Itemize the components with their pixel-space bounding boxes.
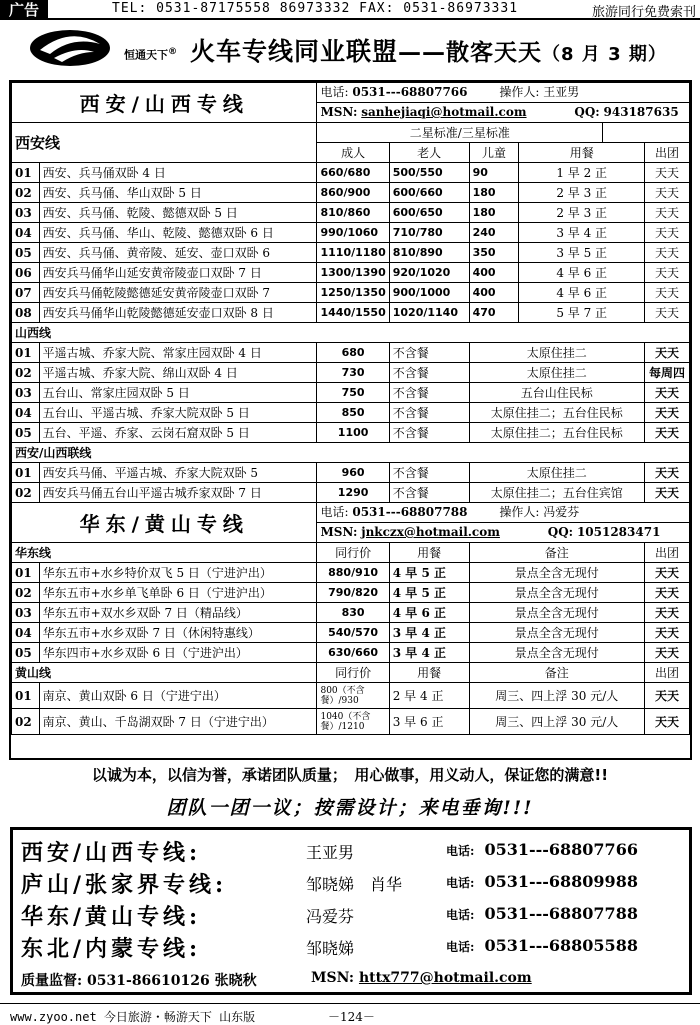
ad-tag: 广告 bbox=[0, 0, 48, 20]
price-table bbox=[11, 82, 690, 735]
huadong-contact-row: 电话: 0531---68807788 操作人: 冯爱芬 bbox=[317, 503, 690, 523]
table-row: 01 南京、黄山双卧 6 日（宁进宁出） 800（不含 餐）/930 2 早 4 正 周三、四上浮 30 元/人 天天 bbox=[12, 683, 690, 709]
contact-row: 西安/山西专线: 王亚男 电话: 0531---68807766 bbox=[21, 840, 638, 866]
huangshan-section-title: 黄山线 bbox=[12, 663, 317, 683]
slogan-inquiry: 团队一团一议；按需设计；来电垂询!!! bbox=[166, 797, 534, 819]
slogan-promise: 以诚为本，以信为誉，承诺团队质量； 用心做事，用义动人，保证您的满意!! bbox=[91, 766, 609, 784]
table-row: 06 西安兵马俑华山延安黄帝陵壶口双卧 7 日 1300/1390 920/1020 400 4 早 6 正 天天 bbox=[12, 263, 690, 283]
huadong-section-title: 华东线 bbox=[12, 543, 317, 563]
contact-msn: MSN: httx777@hotmail.com bbox=[311, 970, 532, 986]
huadong-col-headers: 华东线 同行价 用餐 备注 出团 bbox=[12, 543, 690, 563]
table-row: 01 西安兵马俑、平遥古城、乔家大院双卧 5 960 不含餐 太原住挂二 天天 bbox=[12, 463, 690, 483]
page-header bbox=[8, 22, 692, 76]
contact-row: 庐山/张家界专线: 邹晓娣 肖华 电话: 0531---68809988 bbox=[21, 872, 638, 898]
table-row: 01 华东五市+水乡特价双飞 5 日（宁进沪出） 880/910 4 早 5 正 景点全含无现付 天天 bbox=[12, 563, 690, 583]
brand-logo-icon bbox=[28, 28, 112, 68]
page-title: 火车专线同业联盟——散客天天（8 月 3 期） bbox=[190, 37, 667, 66]
table-row: 08 西安兵马俑华山乾陵懿德延安壶口双卧 8 日 1440/1550 1020/1140 470 5 早 7 正 天天 bbox=[12, 303, 690, 323]
tour-price-frame bbox=[9, 80, 692, 760]
table-row: 02 平遥古城、乔家大院、绵山双卧 4 日 730 不含餐 太原住挂二 每周四 bbox=[12, 363, 690, 383]
xian-col-headers: 成人 老人 儿童 用餐 出团 bbox=[12, 143, 690, 163]
huadong-banner: 华东/黄山专线 bbox=[12, 503, 317, 543]
xian-contact-row: 电话: 0531---68807766 操作人: 王亚男 bbox=[317, 83, 690, 103]
table-row: 05 华东四市+水乡双卧 6 日（宁进沪出） 630/660 3 早 4 正 景点全含无现付 天天 bbox=[12, 643, 690, 663]
table-row: 02 南京、黄山、千岛湖双卧 7 日（宁进宁出） 1040（不含 餐）/1210 3 早 6 正 周三、四上浮 30 元/人 天天 bbox=[12, 709, 690, 735]
table-row: 01 西安、兵马俑双卧 4 日 660/680 500/550 90 1 早 2 正 天天 bbox=[12, 163, 690, 183]
table-row: 04 西安、兵马俑、华山、乾陵、懿德双卧 6 日 990/1060 710/780 240 3 早 4 正 天天 bbox=[12, 223, 690, 243]
page-number: －124－ bbox=[328, 1010, 375, 1024]
table-row: 02 西安兵马俑五台山平遥古城乔家双卧 7 日 1290 不含餐 太原住挂二；五台住宾馆 天天 bbox=[12, 483, 690, 503]
table-row: 02 西安、兵马俑、华山双卧 5 日 860/900 600/660 180 2 早 3 正 天天 bbox=[12, 183, 690, 203]
table-row: 03 西安、兵马俑、乾陵、懿德双卧 5 日 810/860 600/650 180 2 早 3 正 天天 bbox=[12, 203, 690, 223]
page-footer bbox=[0, 1003, 700, 1025]
shanxi-section-title: 山西线 bbox=[12, 323, 690, 343]
contact-row: 华东/黄山专线: 冯爱芬 电话: 0531---68807788 bbox=[21, 904, 638, 930]
xian-banner: 西安/山西专线 bbox=[12, 83, 317, 123]
table-row: 05 西安、兵马俑、黄帝陵、延安、壶口双卧 6 1110/1180 810/890 350 3 早 5 正 天天 bbox=[12, 243, 690, 263]
table-row: 04 华东五市+水乡双卧 7 日（休闲特惠线） 540/570 3 早 4 正 景点全含无现付 天天 bbox=[12, 623, 690, 643]
xian-section-title: 西安线 bbox=[12, 123, 317, 163]
table-row: 02 华东五市+水乡单飞单卧 6 日（宁进沪出） 790/820 4 早 5 正 景点全含无现付 天天 bbox=[12, 583, 690, 603]
table-row: 04 五台山、平遥古城、乔家大院双卧 5 日 850 不含餐 太原住挂二；五台住民标 天天 bbox=[12, 403, 690, 423]
contact-box bbox=[10, 827, 692, 995]
huadong-msn-row: MSN: jnkczx@hotmail.com QQ: 1051283471 bbox=[317, 523, 690, 543]
xian-standard: 二星标准/三星标准 bbox=[317, 123, 603, 143]
tel-fax: TEL: 0531-87175558 86973332 FAX: 0531-86973331 bbox=[112, 1, 519, 16]
table-row: 01 平遥古城、乔家大院、常家庄园双卧 4 日 680 不含餐 太原住挂二 天天 bbox=[12, 343, 690, 363]
table-row: 05 五台、平遥、乔家、云岗石窟双卧 5 日 1100 不含餐 太原住挂二；五台住民标 天天 bbox=[12, 423, 690, 443]
xian-msn-row: MSN: sanhejiaqi@hotmail.com QQ: 943187635 bbox=[317, 103, 690, 123]
footer-site: www.zyoo.net 今日旅游・畅游天下 山东版 bbox=[10, 1010, 256, 1024]
table-row: 03 五台山、常家庄园双卧 5 日 750 不含餐 五台山住民标 天天 bbox=[12, 383, 690, 403]
free-publication: 旅游同行免费索刊 bbox=[591, 5, 696, 20]
huangshan-col-headers: 黄山线 同行价 用餐 备注 出团 bbox=[12, 663, 690, 683]
quality-supervision: 质量监督: 0531-86610126 张晓秋 bbox=[21, 973, 257, 989]
table-row: 03 华东五市+双水乡双卧 7 日（精品线） 830 4 早 6 正 景点全含无现付 天天 bbox=[12, 603, 690, 623]
brand-name: 恒通天下® bbox=[124, 46, 178, 62]
contact-row: 东北/内蒙专线: 邹晓娣 电话: 0531---68805588 bbox=[21, 936, 638, 962]
top-bar bbox=[0, 0, 700, 20]
table-row: 07 西安兵马俑乾陵懿德延安黄帝陵壶口双卧 7 1250/1350 900/1000 400 4 早 6 正 天天 bbox=[12, 283, 690, 303]
xianshanxi-section-title: 西安/山西联线 bbox=[12, 443, 690, 463]
